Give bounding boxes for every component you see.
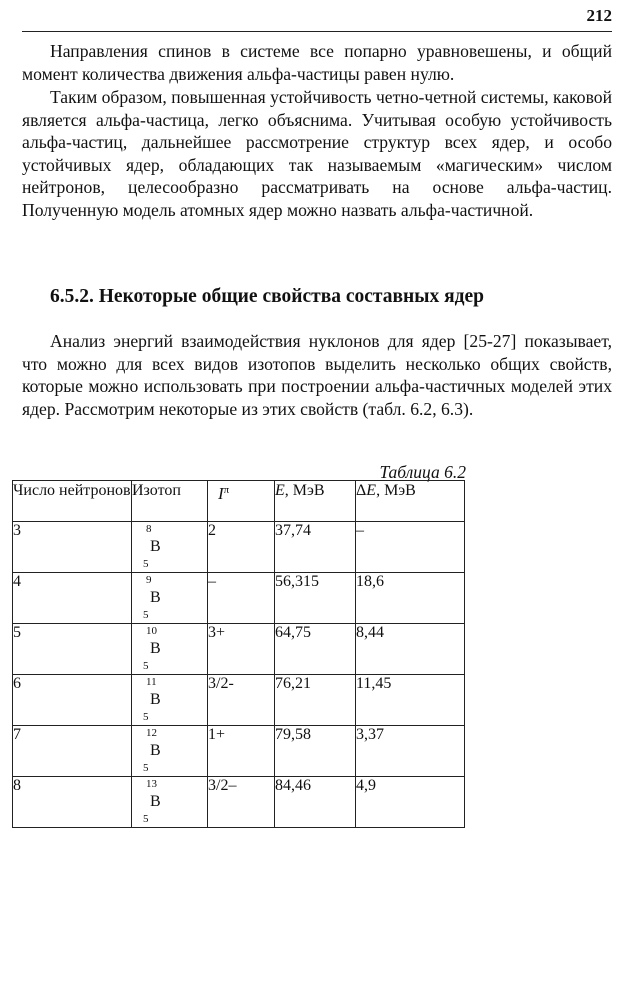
cell-spin: – — [208, 573, 275, 624]
spin-symbol: I — [218, 484, 224, 504]
cell-spin: 1+ — [208, 726, 275, 777]
header-delta-energy — [356, 481, 465, 522]
header-isotope: Изотоп — [132, 481, 208, 522]
section-title: 6.5.2. Некоторые общие свойства составных ядер — [50, 286, 485, 307]
paragraph-2: Таким образом, повышенная устойчивость четно-четной системы, каковой является альфа-частица, легко объяснима. Учитывая особую устойчивость альфа-частиц, дальнейшее рассмотрение структур всех ядер, и особо устойчивых ядер, обладающих так называемым «магическим» числом нейтронов, целесообразно рассматривать на основе альфа-частиц. Полученную модель атомных ядер можно назвать альфа-частичной. — [22, 87, 612, 220]
cell-delta-energy: 8,44 — [356, 624, 465, 675]
header-energy — [275, 481, 356, 522]
atomic-number: 5 — [143, 558, 149, 570]
mass-number: 8 — [146, 523, 152, 535]
table-row — [13, 522, 465, 573]
cell-energy: 56,315 — [275, 573, 356, 624]
cell-neutrons: 8 — [13, 777, 132, 828]
mass-number: 13 — [146, 778, 157, 790]
mass-number: 10 — [146, 625, 157, 637]
atomic-number: 5 — [143, 813, 149, 825]
mass-number: 11 — [146, 676, 157, 688]
cell-delta-energy: 4,9 — [356, 777, 465, 828]
cell-delta-energy: 18,6 — [356, 573, 465, 624]
table-row — [13, 675, 465, 726]
cell-isotope — [132, 777, 208, 828]
paragraph-1: Направления спинов в системе все попарно уравновешены, и общий момент количества движения альфа-частицы равен нулю. — [22, 41, 612, 84]
parity-superscript: π — [223, 484, 230, 496]
delta-prefix: Δ — [356, 482, 367, 499]
cell-delta-energy: 3,37 — [356, 726, 465, 777]
cell-energy: 79,58 — [275, 726, 356, 777]
cell-isotope — [132, 675, 208, 726]
atomic-number: 5 — [143, 609, 149, 621]
cell-delta-energy: – — [356, 522, 465, 573]
cell-neutrons: 7 — [13, 726, 132, 777]
cell-neutrons: 4 — [13, 573, 132, 624]
table-row — [13, 726, 465, 777]
isotope-table — [12, 480, 465, 828]
atomic-number: 5 — [143, 762, 149, 774]
element-symbol: B — [150, 589, 161, 606]
table-caption: Таблица 6.2 — [379, 462, 466, 482]
cell-spin: 3/2- — [208, 675, 275, 726]
delta-energy-unit: , МэВ — [376, 482, 416, 499]
table-row — [13, 777, 465, 828]
cell-isotope — [132, 726, 208, 777]
element-symbol: B — [150, 691, 161, 708]
cell-energy: 84,46 — [275, 777, 356, 828]
cell-spin: 2 — [208, 522, 275, 573]
cell-energy: 37,74 — [275, 522, 356, 573]
cell-delta-energy: 11,45 — [356, 675, 465, 726]
table-row — [13, 573, 465, 624]
element-symbol: B — [150, 538, 161, 555]
energy-symbol: E — [275, 482, 285, 499]
page-number: 212 — [586, 6, 612, 25]
cell-neutrons: 3 — [13, 522, 132, 573]
cell-isotope — [132, 573, 208, 624]
mass-number: 12 — [146, 727, 157, 739]
atomic-number: 5 — [143, 660, 149, 672]
header-rule — [22, 31, 612, 32]
header-spin — [208, 481, 275, 522]
cell-energy: 64,75 — [275, 624, 356, 675]
cell-neutrons: 5 — [13, 624, 132, 675]
delta-energy-symbol: E — [366, 482, 377, 499]
atomic-number: 5 — [143, 711, 149, 723]
paragraph-3: Анализ энергий взаимодействия нуклонов для ядер [25-27] показывает, что можно для всех видов изотопов выделить несколько общих свойств, которые можно использовать при построении альфа-частичных моделей этих ядер. Рассмотрим некоторые из этих свойств (табл. 6.2, 6.3). — [22, 331, 612, 419]
cell-neutrons: 6 — [13, 675, 132, 726]
header-neutrons: Число нейтронов — [13, 481, 132, 522]
cell-spin: 3+ — [208, 624, 275, 675]
element-symbol: B — [150, 640, 161, 657]
cell-isotope — [132, 624, 208, 675]
cell-spin: 3/2– — [208, 777, 275, 828]
cell-energy: 76,21 — [275, 675, 356, 726]
element-symbol: B — [150, 793, 161, 810]
table-row — [13, 624, 465, 675]
energy-unit: , МэВ — [284, 482, 325, 499]
cell-isotope — [132, 522, 208, 573]
element-symbol: B — [150, 742, 161, 759]
mass-number: 9 — [146, 574, 152, 586]
